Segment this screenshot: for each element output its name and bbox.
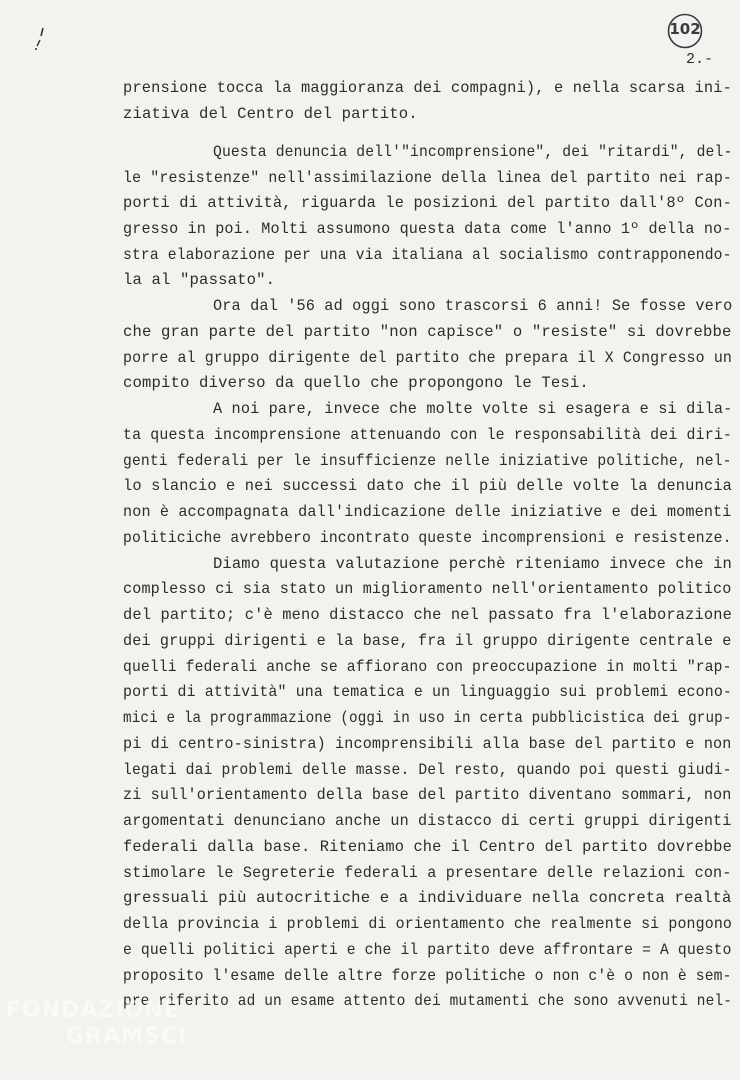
text-line: ziativa del Centro del partito.: [123, 105, 418, 123]
text-line: la al "passato".: [123, 271, 276, 289]
watermark-line-2: GRAMSCI: [66, 1024, 188, 1049]
text-line: mici e la programmazione (oggi in uso in certa pubblicistica dei grup-: [123, 709, 732, 727]
text-line: gressuali più autocritiche e a individuare nella concreta realtà: [123, 889, 732, 907]
archive-number: 102: [669, 20, 701, 38]
text-line: porre al gruppo dirigente del partito che prepara il X Congresso un: [123, 349, 733, 367]
text-line: pi di centro-sinistra) incomprensibili alla base del partito e non: [123, 735, 732, 753]
fondazione-gramsci-watermark: [6, 998, 206, 1078]
text-line: Diamo questa valutazione perchè riteniamo invece che in: [213, 555, 732, 573]
text-line: Ora dal '56 ad oggi sono trascorsi 6 anni! Se fosse vero: [213, 297, 733, 315]
text-line: quelli federali anche se affiorano con preoccupazione in molti "rap-: [123, 658, 732, 676]
text-line: porti di attività" una tematica e un linguaggio sui problemi econo-: [123, 683, 733, 701]
text-line: genti federali per le insufficienze nelle iniziative politiche, nel-: [123, 452, 732, 470]
text-line: le "resistenze" nell'assimilazione della linea del partito nei rap-: [123, 169, 733, 187]
text-line: pre riferito ad un esame attento dei mutamenti che sono avvenuti nel-: [123, 992, 733, 1010]
page-number: 2.-: [686, 51, 714, 68]
text-line: porti di attività, riguarda le posizioni del partito dall'8º Con-: [123, 194, 732, 212]
text-line: del partito; c'è meno distacco che nel passato fra l'elaborazione: [123, 606, 732, 624]
text-line: lo slancio e nei successi dato che il più delle volte la denuncia: [123, 477, 732, 495]
pencil-mark: [32, 26, 48, 57]
archive-number-stamp: [666, 12, 704, 50]
text-line: argomentati denunciano anche un distacco di certi gruppi dirigenti: [123, 812, 732, 830]
text-line: complesso ci sia stato un miglioramento nell'orientamento politico: [123, 580, 732, 598]
text-line: dei gruppi dirigenti e la base, fra il gruppo dirigente centrale e: [123, 632, 732, 650]
text-line: che gran parte del partito "non capisce" o "resiste" si dovrebbe: [123, 323, 732, 341]
text-line: non è accompagnata dall'indicazione delle iniziative e dei momenti: [123, 503, 732, 521]
text-line: della provincia i problemi di orientamento che realmente si pongono: [123, 915, 733, 933]
text-line: e quelli politici aperti e che il partito deve affrontare = A questo: [123, 941, 732, 959]
text-line: federali dalla base. Riteniamo che il Centro del partito dovrebbe: [123, 838, 732, 856]
text-line: ta questa incomprensione attenuando con le responsabilità dei diri-: [123, 426, 733, 444]
text-line: gresso in poi. Molti assumono questa data come l'anno 1º della no-: [123, 220, 732, 238]
text-line: stimolare le Segreterie federali a presentare delle relazioni con-: [123, 864, 732, 882]
text-line: A noi pare, invece che molte volte si esagera e si dila-: [213, 400, 733, 418]
text-line: prensione tocca la maggioranza dei compagni), e nella scarsa ini-: [123, 79, 732, 97]
text-line: politiciche avrebbero incontrato queste incomprensioni e resistenze.: [123, 529, 732, 547]
text-line: zi sull'orientamento della base del partito diventano sommari, non: [123, 786, 732, 804]
text-line: compito diverso da quello che propongono le Tesi.: [123, 374, 589, 392]
watermark-line-1: FONDAZIONE: [6, 998, 180, 1023]
text-line: legati dai problemi delle masse. Del resto, quando poi questi giudi-: [123, 761, 732, 779]
text-line: stra elaborazione per una via italiana al socialismo contrapponendo-: [123, 246, 732, 264]
text-line: proposito l'esame delle altre forze politiche o non c'è o non è sem-: [123, 967, 732, 985]
text-line: Questa denuncia dell'"incomprensione", dei "ritardi", del-: [213, 143, 733, 161]
